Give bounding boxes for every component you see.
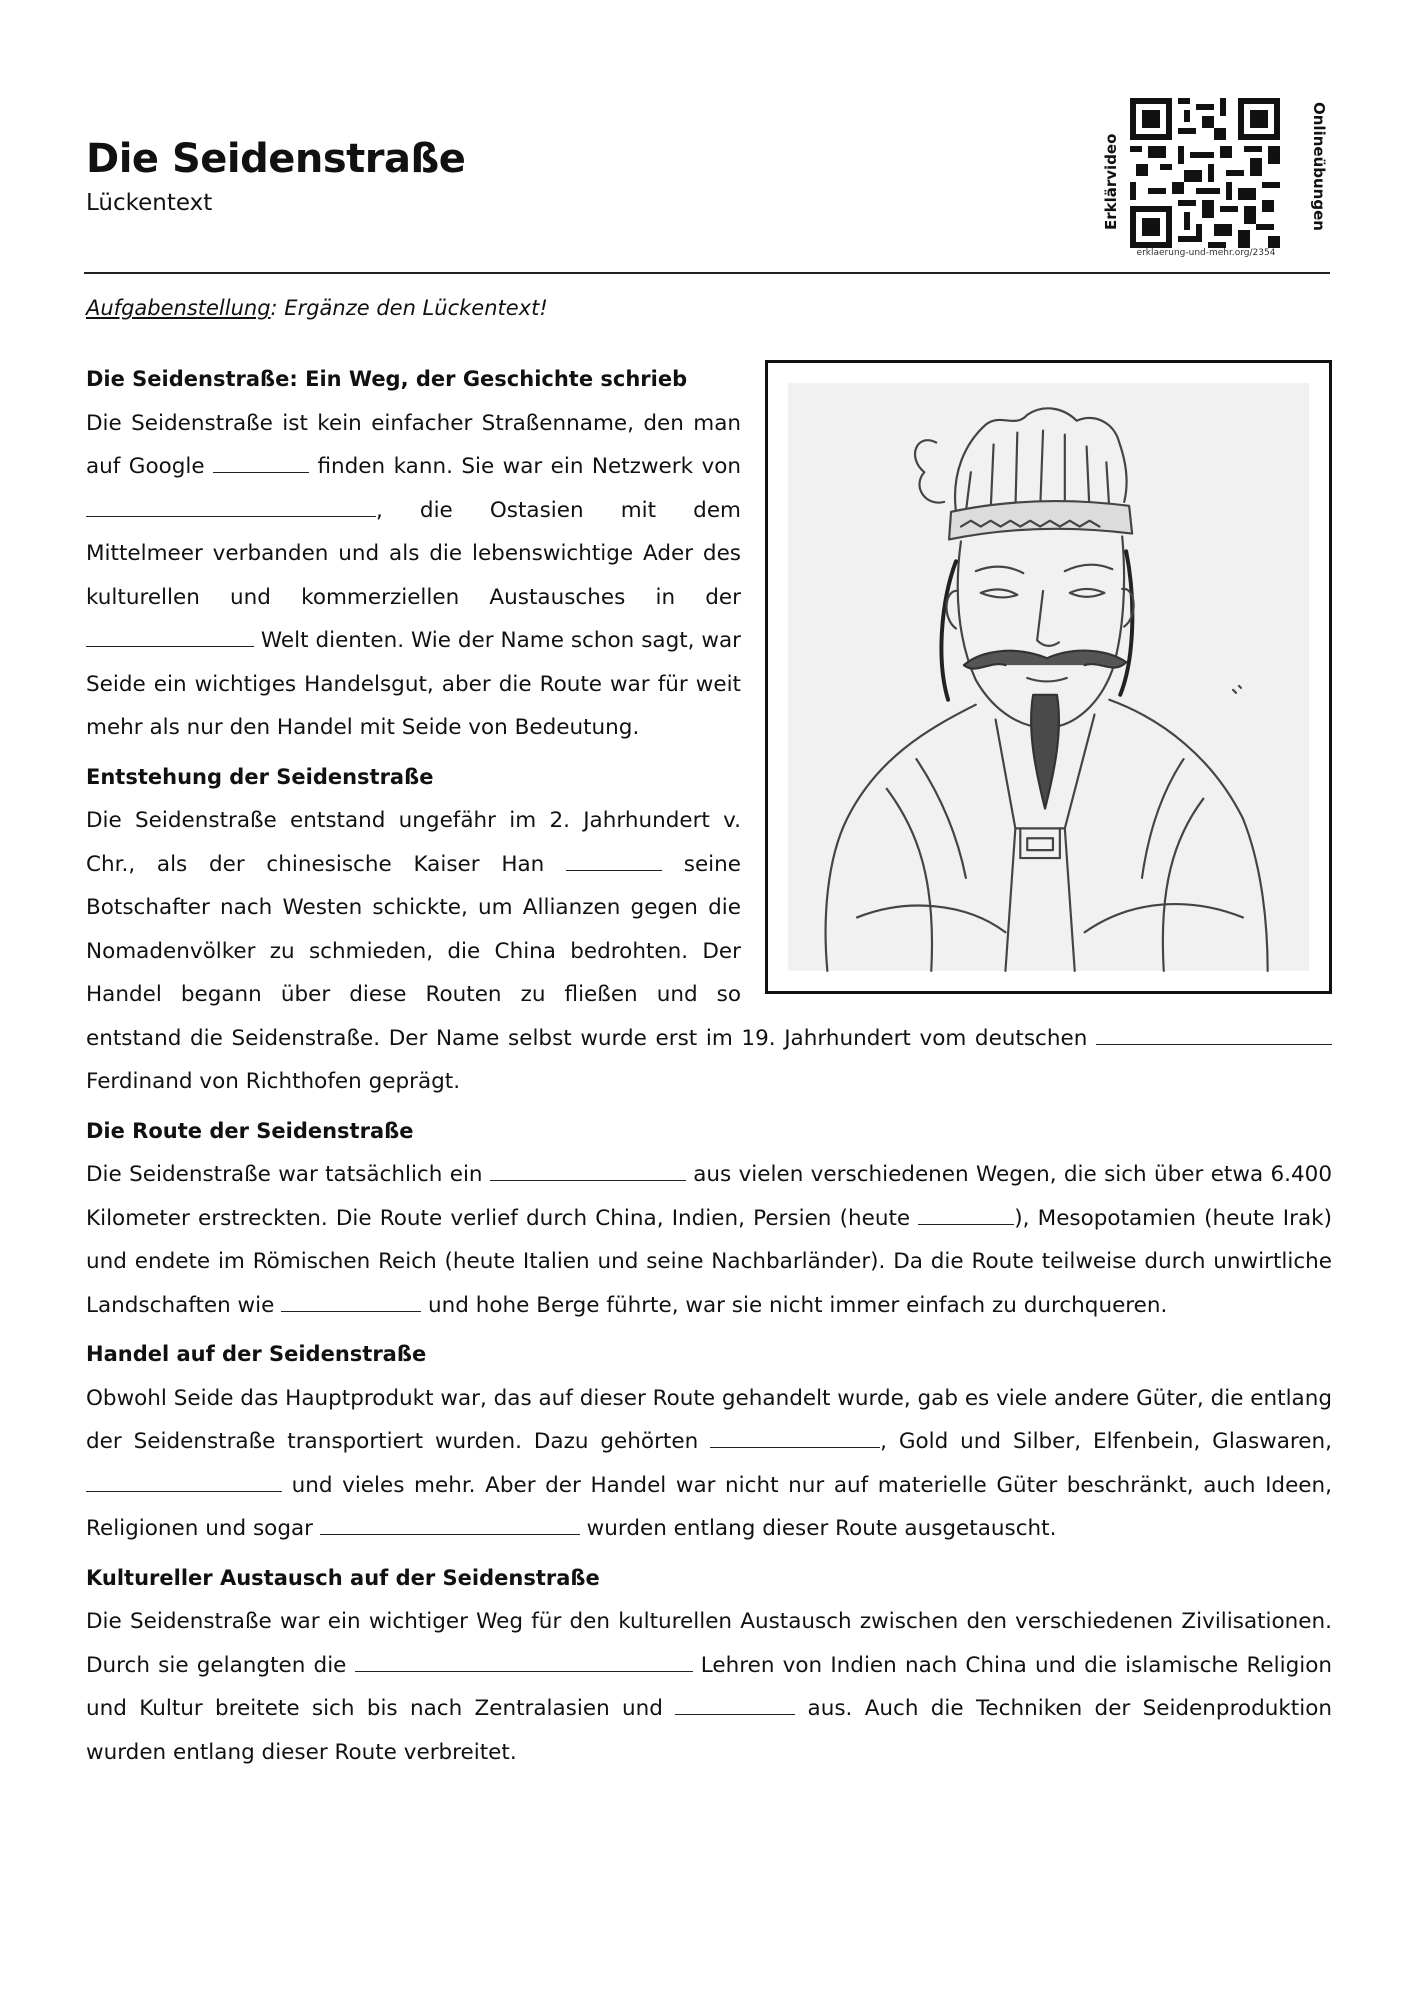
section-paragraph: Obwohl Seide das Hauptprodukt war, das auf dieser Route gehandelt wurde, gab es viele andere Güter, die entlang der Seidenstraße transportiert wurden. Dazu gehörten , Gold und Silber, Elfenbein, Glaswaren, und vieles mehr. Aber der Handel war nicht nur auf materielle Güter beschränkt, auch Ideen, Religionen und sogar wurden entlang dieser Route ausgetauscht. xyxy=(86,1385,1332,1541)
qr-block xyxy=(1100,92,1330,267)
section-heading: Entstehung der Seidenstraße xyxy=(86,764,434,789)
section-paragraph: Die Seidenstraße ist kein einfacher Straßenname, den man auf Google finden kann. Sie war ein Netzwerk von , die Ostasien mit dem Mittelmeer verbanden und als die lebenswichtige Ader des kulturellen und kommerziellen Austausches in der Welt dienten. Wie der Name schon sagt, war Seide ein wichtiges Handelsgut, aber die Route war für weit mehr als nur den Handel mit Seide von Bedeutung. xyxy=(86,410,741,740)
section-paragraph: Die Seidenstraße war tatsächlich ein aus vielen verschiedenen Wegen, die sich über etwa 6.400 Kilometer erstreckten. Die Route verlief durch China, Indien, Persien (heute ), Mesopotamien (heute Irak) und endete im Römischen Reich (heute Italien und seine Nachbarländer). Da die Route teilweise durch unwirtliche Landschaften wie und hohe Berge führte, war sie nicht immer einfach zu durchqueren. xyxy=(86,1153,1332,1327)
emperor-portrait xyxy=(765,360,1332,994)
page-subtitle: Lückentext xyxy=(86,190,213,216)
gap-field[interactable] xyxy=(675,1688,795,1715)
gap-field[interactable] xyxy=(355,1645,693,1672)
task-label: Aufgabenstellung xyxy=(86,296,271,320)
header-divider xyxy=(84,272,1330,274)
task-text: : Ergänze den Lückentext! xyxy=(270,296,548,320)
gap-field[interactable] xyxy=(320,1508,580,1535)
qr-code-icon[interactable] xyxy=(1130,98,1280,248)
video-link-label[interactable]: Erklärvideo xyxy=(1102,133,1120,230)
qr-url[interactable]: erklaerung-und-mehr.org/2354 xyxy=(1136,248,1276,258)
emperor-portrait-icon xyxy=(768,363,1329,991)
exercises-link-label[interactable]: Onlineübungen xyxy=(1310,102,1328,231)
gap-field[interactable] xyxy=(710,1421,880,1448)
section-heading: Kultureller Austausch auf der Seidenstraße xyxy=(86,1565,600,1590)
gap-field[interactable] xyxy=(213,446,309,473)
worksheet-content xyxy=(86,358,1332,1780)
section-heading: Die Seidenstraße: Ein Weg, der Geschichte schrieb xyxy=(86,367,688,391)
task-instruction xyxy=(86,296,548,320)
gap-field[interactable] xyxy=(281,1285,421,1312)
gap-field[interactable] xyxy=(918,1198,1014,1225)
section-heading: Die Route der Seidenstraße xyxy=(86,1118,414,1143)
gap-field[interactable] xyxy=(86,620,254,647)
gap-field[interactable] xyxy=(566,844,662,871)
gap-field[interactable] xyxy=(490,1154,686,1181)
gap-field[interactable] xyxy=(86,490,376,517)
section-paragraph: Die Seidenstraße entstand ungefähr im 2. Jahrhundert v. Chr., als der chinesische Kaiser Han seine Botschafter nach Westen schickte, um Allianzen gegen die Nomadenvölker zu schmieden, die China bedrohten. Der Handel begann über diese Routen zu fließen und so entstand die Seidenstraße. Der Name selbst wurde erst im 19. Jahrhundert vom deutschen Ferdinand von Richthofen geprägt. xyxy=(86,799,1332,1104)
section-paragraph: Die Seidenstraße war ein wichtiger Weg für den kulturellen Austausch zwischen den verschiedenen Zivilisationen. Durch sie gelangten die Lehren von Indien nach China und die islamische Religion und Kultur breitete sich bis nach Zentralasien und aus. Auch die Techniken der Seidenproduktion wurden entlang dieser Route verbreitet. xyxy=(86,1609,1332,1765)
gap-field[interactable] xyxy=(86,1465,282,1492)
page-title: Die Seidenstraße xyxy=(86,136,466,182)
section-heading: Handel auf der Seidenstraße xyxy=(86,1342,427,1366)
gap-field[interactable] xyxy=(1096,1018,1332,1045)
